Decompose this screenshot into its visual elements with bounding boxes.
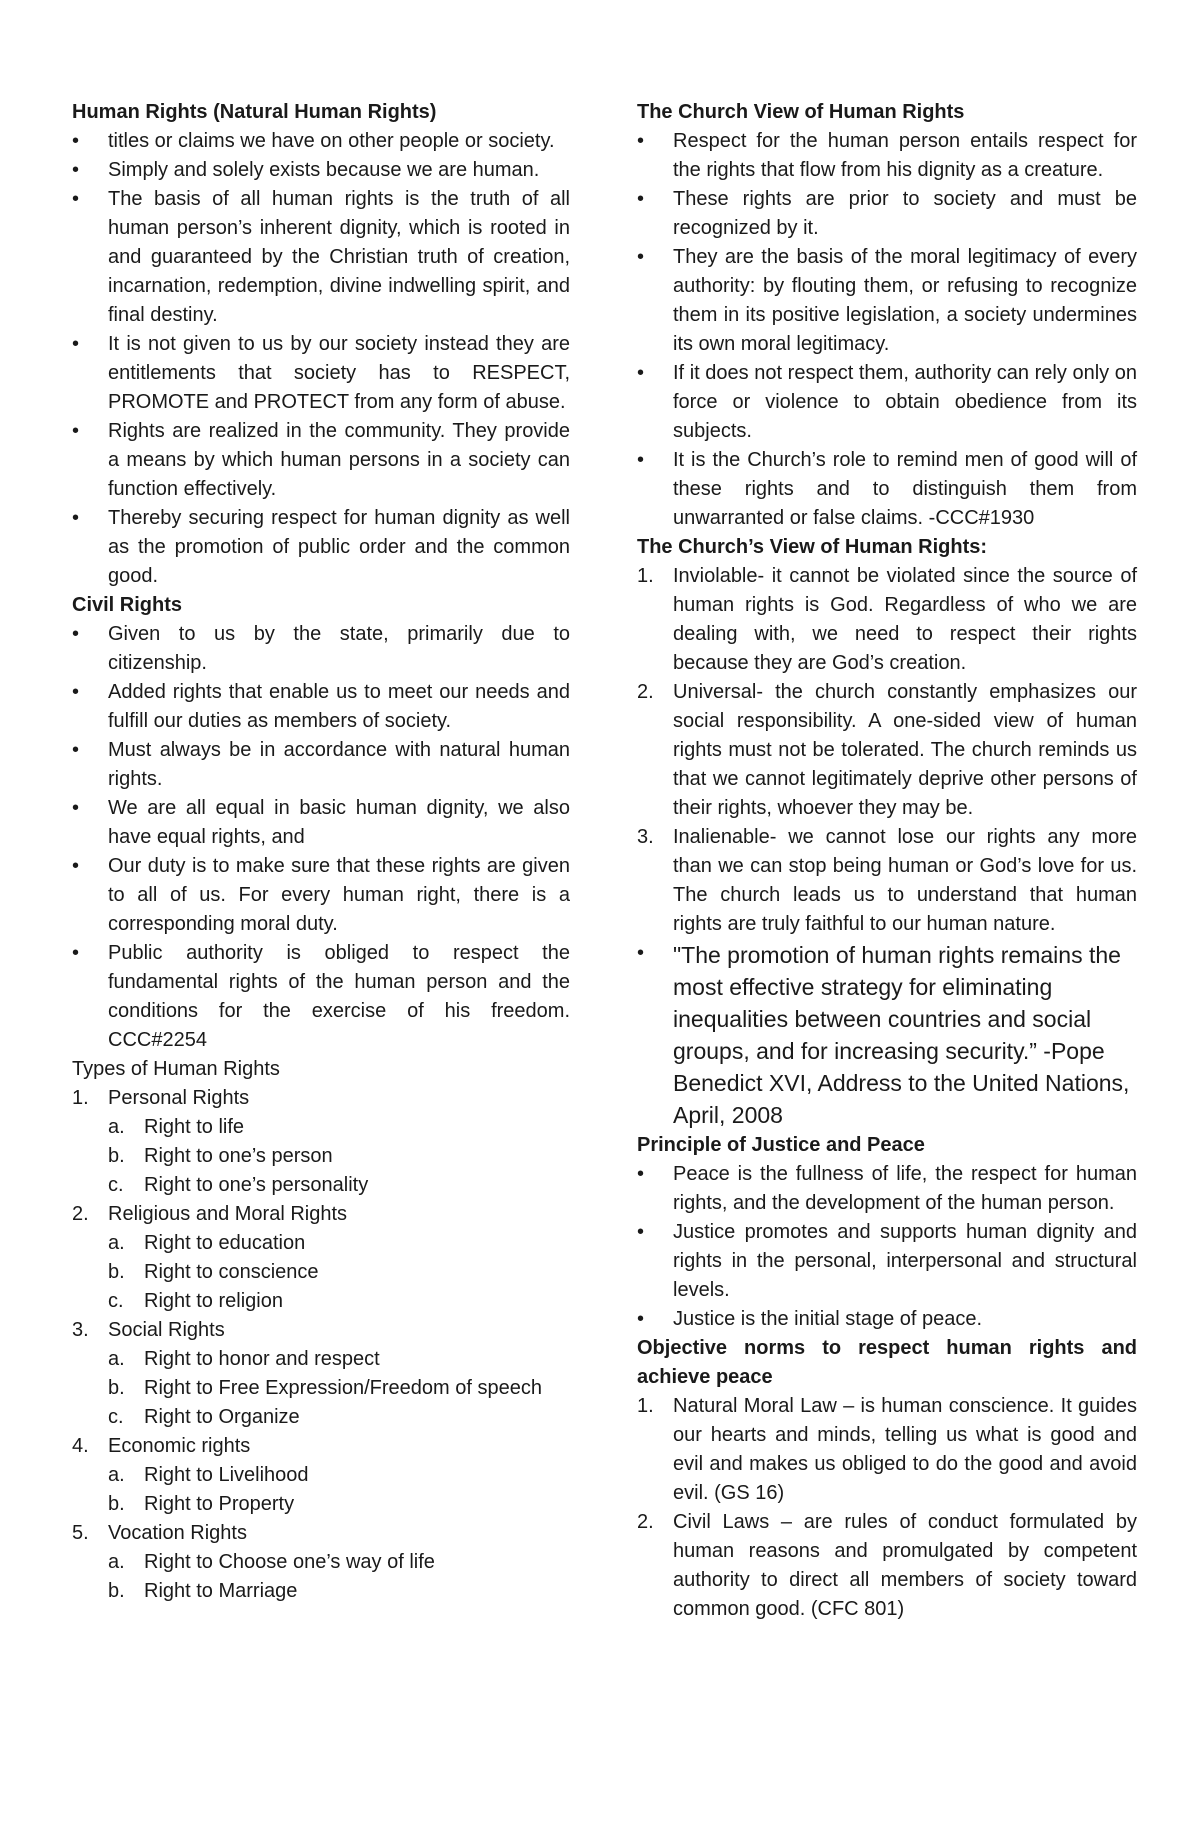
sub-item-text: Right to Free Expression/Freedom of speech — [144, 1377, 542, 1399]
sub-letter: c. — [108, 1174, 124, 1196]
list-item — [637, 1392, 1137, 1508]
sub-item — [108, 1490, 570, 1519]
objective-norms-list — [637, 1392, 1137, 1624]
rights-group — [72, 1084, 570, 1200]
human-rights-list — [72, 127, 570, 591]
list-item-text: Inalienable- we cannot lose our rights any more than we can stop being human or God’s love for us. The church leads us to understand that human rights are truly faithful to our human nature. — [673, 826, 1137, 935]
sub-item — [108, 1113, 570, 1142]
pope-quote-text: • "The promotion of human rights remains the most effective strategy for eliminating inequalities between countries and social groups, and for increasing security.” -Pope Benedict XVI, Address to the United Nations, April, 2008 — [673, 942, 1130, 1128]
pope-quote — [637, 939, 1137, 1131]
heading-types-of-rights: Types of Human Rights — [72, 1058, 280, 1080]
rights-group — [72, 1316, 570, 1432]
group-label: Vocation Rights — [108, 1522, 247, 1544]
rights-group — [72, 1200, 570, 1316]
heading-justice-peace: Principle of Justice and Peace — [637, 1134, 925, 1156]
sub-letter: b. — [108, 1145, 125, 1167]
sub-letter: b. — [108, 1377, 125, 1399]
list-number: 1. — [72, 1087, 89, 1109]
list-item — [637, 823, 1137, 939]
sub-item-text: Right to Livelihood — [144, 1464, 309, 1486]
group-label: Personal Rights — [108, 1087, 250, 1109]
sub-item — [108, 1403, 570, 1432]
sub-item-text: Right to one’s person — [144, 1145, 333, 1167]
list-item: • Added rights that enable us to meet our needs and fulfill our duties as members of society. — [72, 678, 570, 736]
group-label: Economic rights — [108, 1435, 251, 1457]
sub-item — [108, 1287, 570, 1316]
left-column — [72, 98, 570, 1606]
rights-group — [72, 1519, 570, 1606]
list-item — [637, 678, 1137, 823]
list-number: 2. — [637, 681, 654, 703]
sub-item — [108, 1577, 570, 1606]
sub-item-text: Right to one’s personality — [144, 1174, 369, 1196]
list-number: 5. — [72, 1522, 89, 1544]
list-item: • Rights are realized in the community. They provide a means by which human persons in a society can function effectively. — [72, 417, 570, 504]
sub-letter: a. — [108, 1232, 125, 1254]
sub-item-text: Right to Marriage — [144, 1580, 298, 1602]
heading-church-view: The Church View of Human Rights — [637, 101, 965, 123]
list-item: • It is not given to us by our society instead they are entitlements that society has to RESPECT, PROMOTE and PROTECT from any form of abuse. — [72, 330, 570, 417]
list-item: • We are all equal in basic human dignity, we also have equal rights, and — [72, 794, 570, 852]
sub-letter: c. — [108, 1290, 124, 1312]
list-number: 1. — [637, 1395, 654, 1417]
sub-item-text: Right to honor and respect — [144, 1348, 380, 1370]
list-item: • Our duty is to make sure that these rights are given to all of us. For every human right, there is a corresponding moral duty. — [72, 852, 570, 939]
sub-list — [108, 1229, 570, 1316]
sub-list — [108, 1345, 570, 1432]
group-label: Social Rights — [108, 1319, 225, 1341]
sub-item-text: Right to Property — [144, 1493, 295, 1515]
churchs-view-list — [637, 562, 1137, 939]
justice-peace-list — [637, 1160, 1137, 1334]
sub-item — [108, 1258, 570, 1287]
list-item: • The basis of all human rights is the truth of all human person’s inherent dignity, which is rooted in and guaranteed by the Christian truth of creation, incarnation, redemption, divine indwelling spirit, and final destiny. — [72, 185, 570, 330]
sub-letter: b. — [108, 1493, 125, 1515]
types-of-rights-list — [72, 1084, 570, 1606]
civil-rights-list — [72, 620, 570, 1055]
sub-item-text: Right to Choose one’s way of life — [144, 1551, 435, 1573]
sub-item — [108, 1345, 570, 1374]
list-item: • Justice is the initial stage of peace. — [637, 1305, 1137, 1334]
list-item: • Justice promotes and supports human dignity and rights in the personal, interpersonal and structural levels. — [637, 1218, 1137, 1305]
sub-list — [108, 1548, 570, 1606]
sub-letter: a. — [108, 1464, 125, 1486]
list-item-text: Civil Laws – are rules of conduct formulated by human reasons and promulgated by competent authority to direct all members of society toward common good. (CFC 801) — [673, 1511, 1137, 1620]
list-item: • Given to us by the state, primarily due to citizenship. — [72, 620, 570, 678]
list-number: 3. — [72, 1319, 89, 1341]
list-item: • If it does not respect them, authority can rely only on force or violence to obtain obedience from its subjects. — [637, 359, 1137, 446]
list-item-text: Natural Moral Law – is human conscience. It guides our hearts and minds, telling us what is good and evil and makes us obliged to do the good and avoid evil. (GS 16) — [673, 1395, 1137, 1504]
sub-letter: b. — [108, 1580, 125, 1602]
sub-list — [108, 1461, 570, 1519]
sub-list — [108, 1113, 570, 1200]
list-item: • Simply and solely exists because we are human. — [72, 156, 570, 185]
list-item — [637, 562, 1137, 678]
list-number: 3. — [637, 826, 654, 848]
list-item: • Public authority is obliged to respect the fundamental rights of the human person and the conditions for the exercise of his freedom. CCC#2254 — [72, 939, 570, 1055]
heading-churchs-view: The Church’s View of Human Rights: — [637, 536, 988, 558]
sub-item — [108, 1548, 570, 1577]
group-label: Religious and Moral Rights — [108, 1203, 348, 1225]
list-item: • Must always be in accordance with natural human rights. — [72, 736, 570, 794]
list-number: 1. — [637, 565, 654, 587]
sub-letter: a. — [108, 1551, 125, 1573]
church-view-list — [637, 127, 1137, 533]
heading-human-rights: Human Rights (Natural Human Rights) — [72, 101, 437, 123]
right-column — [637, 98, 1137, 1624]
heading-objective-norms: Objective norms to respect human rights and achieve peace — [637, 1337, 1137, 1388]
sub-letter: a. — [108, 1116, 125, 1138]
sub-item — [108, 1142, 570, 1171]
sub-item-text: Right to religion — [144, 1290, 283, 1312]
sub-item-text: Right to conscience — [144, 1261, 319, 1283]
list-item — [637, 1508, 1137, 1624]
sub-letter: c. — [108, 1406, 124, 1428]
sub-item-text: Right to Organize — [144, 1406, 300, 1428]
list-item: • Peace is the fullness of life, the respect for human rights, and the development of the human person. — [637, 1160, 1137, 1218]
list-number: 4. — [72, 1435, 89, 1457]
list-number: 2. — [72, 1203, 89, 1225]
heading-civil-rights: Civil Rights — [72, 594, 183, 616]
sub-letter: b. — [108, 1261, 125, 1283]
sub-item — [108, 1171, 570, 1200]
sub-item — [108, 1374, 570, 1403]
list-item: • These rights are prior to society and must be recognized by it. — [637, 185, 1137, 243]
list-item-text: Universal- the church constantly emphasizes our social responsibility. A one-sided view of human rights must not be tolerated. The church reminds us that we cannot legitimately deprive other persons of their rights, whoever they may be. — [673, 681, 1137, 819]
list-item: • It is the Church’s role to remind men of good will of these rights and to distinguish them from unwarranted or false claims. -CCC#1930 — [637, 446, 1137, 533]
sub-item — [108, 1229, 570, 1258]
list-number: 2. — [637, 1511, 654, 1533]
sub-letter: a. — [108, 1348, 125, 1370]
sub-item-text: Right to education — [144, 1232, 306, 1254]
rights-group — [72, 1432, 570, 1519]
sub-item-text: Right to life — [144, 1116, 245, 1138]
list-item: • Respect for the human person entails respect for the rights that flow from his dignity as a creature. — [637, 127, 1137, 185]
list-item-text: Inviolable- it cannot be violated since the source of human rights is God. Regardless of who we are dealing with, we need to respect their rights because they are God’s creation. — [673, 565, 1137, 674]
list-item: • titles or claims we have on other people or society. — [72, 127, 570, 156]
sub-item — [108, 1461, 570, 1490]
list-item: • Thereby securing respect for human dignity as well as the promotion of public order and the common good. — [72, 504, 570, 591]
list-item: • They are the basis of the moral legitimacy of every authority: by flouting them, or refusing to recognize them in its positive legislation, a society undermines its own moral legitimacy. — [637, 243, 1137, 359]
pope-quote-list — [637, 939, 1137, 1131]
